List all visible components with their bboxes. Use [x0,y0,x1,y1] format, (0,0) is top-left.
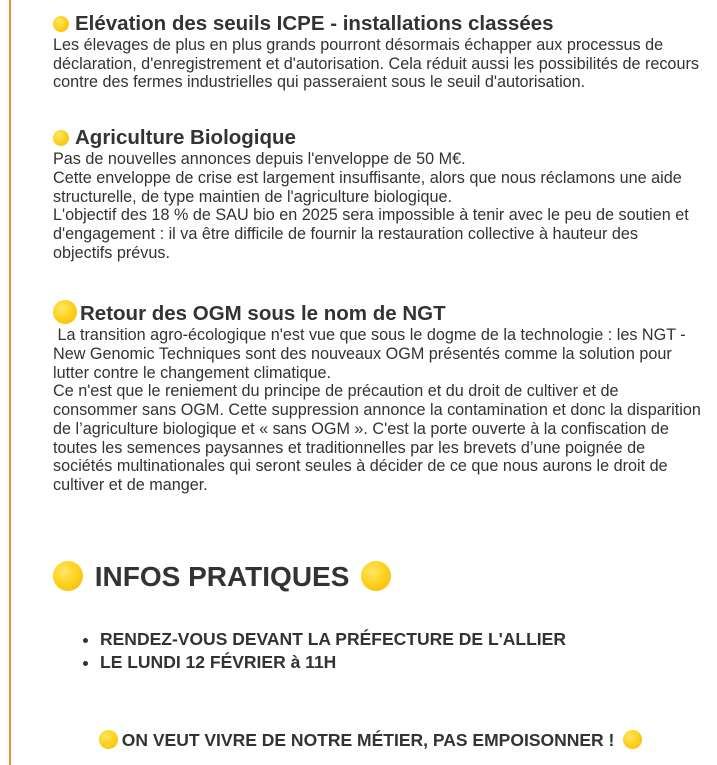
yellow-circle-icon [53,130,69,146]
section-agriculture-bio [53,126,701,262]
yellow-circle-icon [99,730,118,749]
section-title-text: Retour des OGM sous le nom de NGT [80,302,446,326]
slogan-text: ON VEUT VIVRE DE NOTRE MÉTIER, PAS EMPOISONNER ! [121,730,615,750]
list-item: • RENDEZ-VOUS DEVANT LA PRÉFECTURE DE L'ALLIER [100,628,701,651]
section-icpe [53,12,701,92]
list-item: • LE LUNDI 12 FÉVRIER à 11H [100,651,701,674]
left-accent-rule [9,0,11,765]
section-title-icpe [53,12,701,36]
infos-title-text: INFOS PRATIQUES [94,560,350,592]
yellow-circle-icon [361,561,391,591]
section-ogm-ngt [53,300,701,494]
yellow-circle-icon [623,730,642,749]
section-paragraph: Les élevages de plus en plus grands pourront désormais échapper aux processus de déclaration, d'enregistrement et d'autorisation. Cela réduit aussi les possibilités de recours contre des fermes industrielles qui passeraient sous le seuil d'autorisation. [53,36,699,92]
infos-pratiques-heading [53,559,701,595]
yellow-circle-icon [53,300,77,324]
section-title-text: Elévation des seuils ICPE - installations classées [75,12,554,35]
infos-list [53,628,701,674]
section-title-agriculture-bio [53,126,701,150]
section-title-ogm-ngt [53,300,701,326]
section-paragraph: L'objectif des 18 % de SAU bio en 2025 sera impossible à tenir avec le peu de soutien et d'engagement : il va être difficile de fournir la restauration collective à hauteur des objectifs prévus. [53,206,689,262]
yellow-circle-icon [53,16,69,32]
yellow-circle-icon [53,561,83,591]
section-paragraph: Pas de nouvelles annonces depuis l'enveloppe de 50 M€. [53,150,466,169]
section-title-text: Agriculture Biologique [75,126,296,150]
section-paragraph: Ce n'est que le reniement du principe de précaution et du droit de cultiver et de consommer sans OGM. Cette suppression annonce la contamination et donc la disparition de l’agriculture biologique et « sans OGM ». C'est la porte ouverte à la confiscation de toutes les semences paysannes et traditionnelles par les brevets d’une poignée de sociétés multinationales qui seront seules à décider de ce que nous aurons le droit de cultiver et de manger. [53,382,701,494]
slogan [0,728,717,752]
section-paragraph: La transition agro-écologique n'est vue que sous le dogme de la technologie : les NGT - New Genomic Techniques sont des nouveaux OGM présentés comme la solution pour lutter contre le changement climatique. [53,326,691,382]
article-content [53,12,701,674]
section-paragraph: Cette enveloppe de crise est largement insuffisante, alors que nous réclamons une aide structurelle, de type maintien de l'agriculture biologique. [53,168,682,206]
